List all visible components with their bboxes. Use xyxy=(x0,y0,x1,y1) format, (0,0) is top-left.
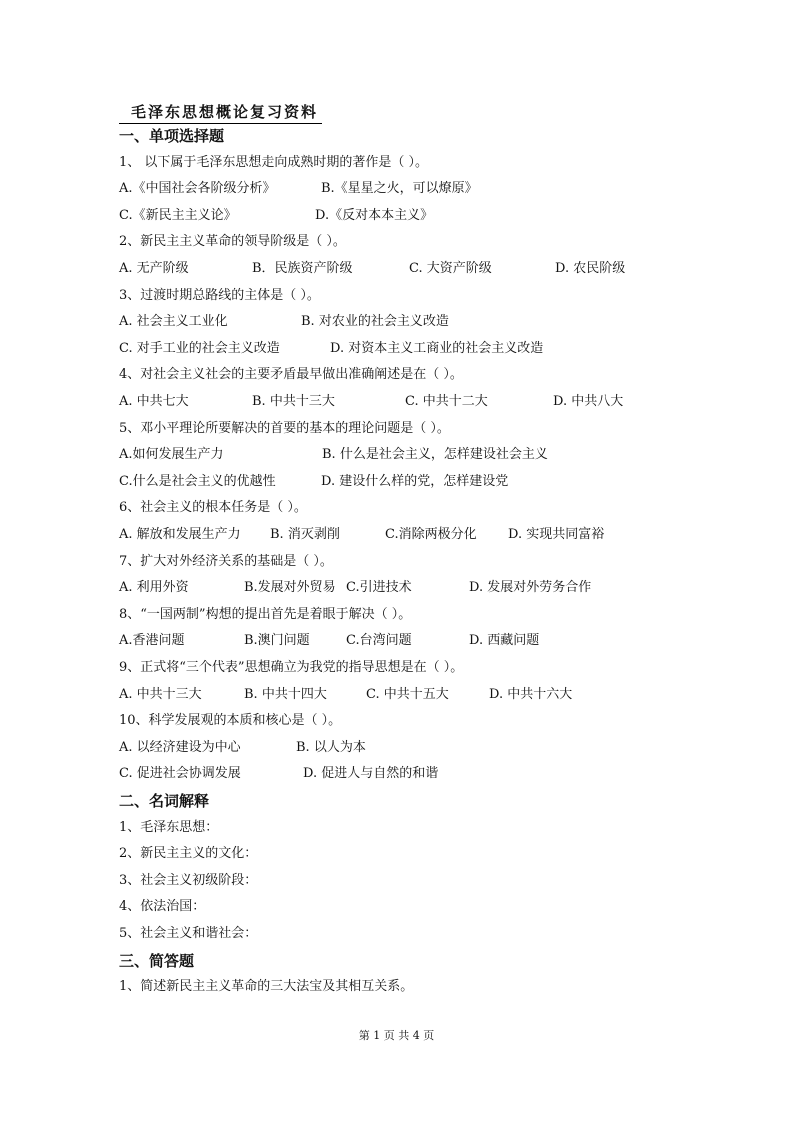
option-b: B. 中共十三大 xyxy=(252,394,335,409)
option-b: B．民族资产阶级 xyxy=(252,261,353,276)
section-heading: 二、名词解释 xyxy=(119,792,210,810)
section-heading: 三、简答题 xyxy=(119,952,195,970)
option-a: A. 中共七大 xyxy=(119,394,189,409)
option-d: D. 西藏问题 xyxy=(469,633,540,648)
option-c: C.消除两极分化 xyxy=(385,527,477,542)
term-item: 4、依法治国： xyxy=(119,899,206,914)
option-c: C. 中共十二大 xyxy=(405,394,488,409)
option-b: B. 什么是社会主义，怎样建设社会主义 xyxy=(322,447,548,462)
option-b: B. 对农业的社会主义改造 xyxy=(301,314,449,329)
option-c: C. 促进社会协调发展 xyxy=(119,766,241,781)
option-c: C.什么是社会主义的优越性 xyxy=(119,474,276,489)
option-c: C. 对手工业的社会主义改造 xyxy=(119,341,280,356)
term-item: 2、新民主主义的文化： xyxy=(119,846,258,861)
question-text: 1、 以下属于毛泽东思想走向成熟时期的著作是（ ）。 xyxy=(119,155,429,170)
option-b: B. 消灭剥削 xyxy=(270,527,340,542)
question-text: 9、正式将“三个代表”思想确立为我党的指导思想是在（ ）。 xyxy=(119,660,464,675)
option-d: D. 对资本主义工商业的社会主义改造 xyxy=(330,341,544,356)
question-text: 10、科学发展观的本质和核心是（ ）。 xyxy=(119,713,342,728)
question-text: 5、邓小平理论所要解决的首要的基本的理论问题是（ ）。 xyxy=(119,421,450,436)
question-text: 3、过渡时期总路线的主体是（ ）。 xyxy=(119,288,320,303)
option-b: B.发展对外贸易 xyxy=(244,580,336,595)
question-text: 6、社会主义的根本任务是（ ）。 xyxy=(119,500,307,515)
page-footer: 第 1 页 共 4 页 xyxy=(358,1029,435,1042)
option-a: A. 无产阶级 xyxy=(119,261,189,276)
option-c: C. 中共十五大 xyxy=(366,687,449,702)
option-d: D. 建设什么样的党，怎样建设党 xyxy=(321,474,509,489)
option-c: C.台湾问题 xyxy=(346,633,412,648)
term-item: 1、毛泽东思想： xyxy=(119,820,219,835)
option-b: B. 以人为本 xyxy=(296,740,366,755)
option-d: D. 发展对外劳务合作 xyxy=(469,580,592,595)
option-d: D.《反对本本主义》 xyxy=(315,208,434,223)
option-a: A. 以经济建设为中心 xyxy=(119,740,241,755)
option-d: D. 实现共同富裕 xyxy=(508,527,605,542)
option-c: C.《新民主主义论》 xyxy=(119,208,237,223)
term-item: 5、社会主义和谐社会： xyxy=(119,926,258,941)
option-d: D. 农民阶级 xyxy=(555,261,626,276)
option-a: A. 社会主义工业化 xyxy=(119,314,228,329)
short-answer-item: 1、简述新民主主义革命的三大法宝及其相互关系。 xyxy=(119,979,414,994)
question-text: 8、“一国两制”构想的提出首先是着眼于解决（ ）。 xyxy=(119,607,412,622)
option-a: A. 中共十三大 xyxy=(119,687,202,702)
document-title: 毛泽东思想概论复习资料 xyxy=(119,101,322,124)
option-a: A.《中国社会各阶级分析》 xyxy=(119,181,276,196)
option-d: D. 中共八大 xyxy=(553,394,624,409)
section-heading: 一、单项选择题 xyxy=(119,127,225,145)
option-c: C. 大资产阶级 xyxy=(409,261,492,276)
option-d: D. 促进人与自然的和谐 xyxy=(303,766,439,781)
option-c: C.引进技术 xyxy=(346,580,412,595)
question-text: 2、新民主主义革命的领导阶级是（ ）。 xyxy=(119,234,346,249)
question-text: 4、对社会主义社会的主要矛盾最早做出准确阐述是在（ ）。 xyxy=(119,367,463,382)
option-a: A.如何发展生产力 xyxy=(119,447,224,462)
option-b: B.澳门问题 xyxy=(244,633,310,648)
option-a: A.香港问题 xyxy=(119,633,185,648)
option-d: D. 中共十六大 xyxy=(489,687,573,702)
option-b: B.《星星之火，可以燎原》 xyxy=(321,181,478,196)
option-a: A. 利用外资 xyxy=(119,580,189,595)
question-text: 7、扩大对外经济关系的基础是（ ）。 xyxy=(119,554,333,569)
option-b: B. 中共十四大 xyxy=(244,687,327,702)
option-a: A. 解放和发展生产力 xyxy=(119,527,241,542)
term-item: 3、社会主义初级阶段： xyxy=(119,873,258,888)
